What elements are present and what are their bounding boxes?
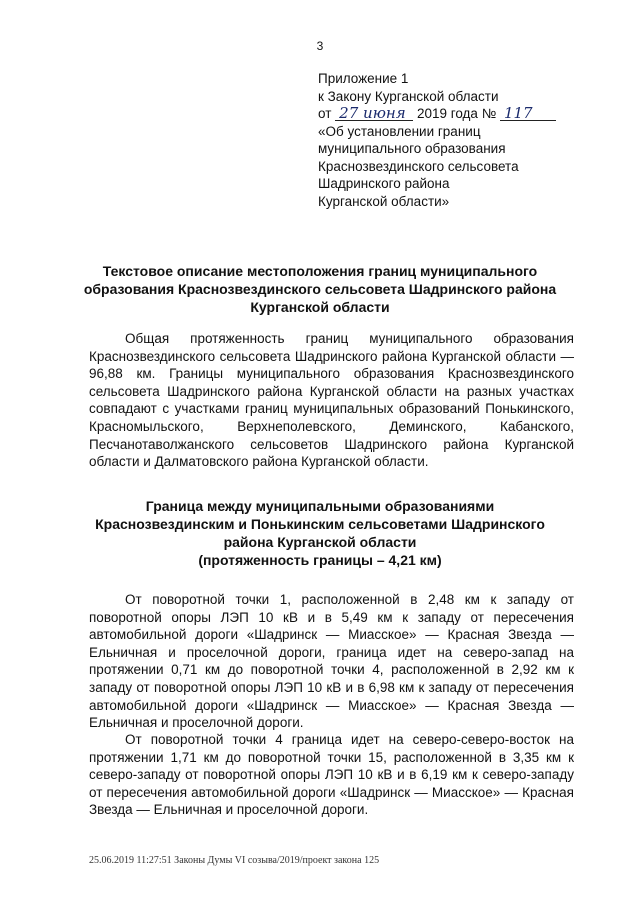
section-heading-length: (протяженность границы – 4,21 км): [198, 552, 442, 568]
annex-header: [318, 70, 618, 210]
year-text: 2019 года №: [416, 106, 497, 121]
section-heading-line-2: Краснозвездинским и Понькинским сельсоветами Шадринского: [95, 516, 545, 532]
section-heading-line-3: района Курганской области: [223, 534, 417, 550]
date-prefix: от: [318, 106, 332, 121]
handwritten-law-number: 117: [500, 106, 556, 121]
annex-date-line: [318, 105, 618, 123]
handwritten-date: 27 июня: [335, 106, 413, 121]
paragraph-point-4: От поворотной точки 4 граница идет на северо-северо-восток на протяжении 1,71 км до поворотной точки 15, расположенной в 3,35 км к северо-западу от поворотной опоры ЛЭП 10 кВ и в 6,19 км к северо-западу от пересечения автомобильной дороги «Шадринск — Миасское» — Красная Звезда — Ельничная и проселочной дороги.: [89, 732, 574, 818]
annex-title-line-5: Курганской области»: [318, 193, 450, 209]
annex-title-line-4: Шадринского района: [318, 176, 450, 191]
footer-file-info: 25.06.2019 11:27:51 Законы Думы VI созыва/2019/проект закона 125: [89, 855, 380, 866]
annex-title-line-3: Краснозвездинского сельсовета: [318, 158, 519, 174]
annex-title-line-1: «Об установлении границ: [318, 123, 481, 139]
page-number: 3: [316, 39, 324, 53]
annex-line-1: Приложение 1: [318, 71, 409, 86]
annex-title-line-2: муниципального образования: [318, 141, 506, 156]
paragraph-point-1: От поворотной точки 1, расположенной в 2,48 км к западу от поворотной опоры ЛЭП 10 кВ и в 5,49 км к западу от пересечения автомобильной дороги «Шадринск — Миасское» — Красная Звезда — Ельничная и проселочной дороги, граница идет на северо-запад на протяжении 0,71 км до поворотной точки 4, расположенной в 2,92 км к западу от поворотной опоры ЛЭП 10 кВ и в 6,98 км к западу от пересечения автомобильной дороги «Шадринск — Миасское» — Красная Звезда — Ельничная и проселочной дороги.: [89, 592, 574, 731]
section-heading-line-1: Граница между муниципальными образованиями: [145, 498, 495, 514]
document-heading: Текстовое описание местоположения границ муниципального образования Краснозвездинского сельсовета Шадринского района Курганской области: [83, 263, 557, 315]
paragraph-total-length: Общая протяженность границ муниципального образования Краснозвездинского сельсовета Шадринского района Курганской области — 96,88 км. Границы муниципального образования Краснозвездинского сельсовета Шадринского района Курганской области на разных участках совпадают с участками границ муниципальных образований Понькинского, Красномыльского, Верхнеполевского, Деминского, Кабанского, Песчанотаволжанского сельсоветов Шадринского района Курганской области и Далматовского района Курганской области.: [89, 331, 574, 470]
section-heading-boundary: [80, 497, 560, 569]
annex-line-2: к Закону Курганской области: [318, 88, 499, 104]
